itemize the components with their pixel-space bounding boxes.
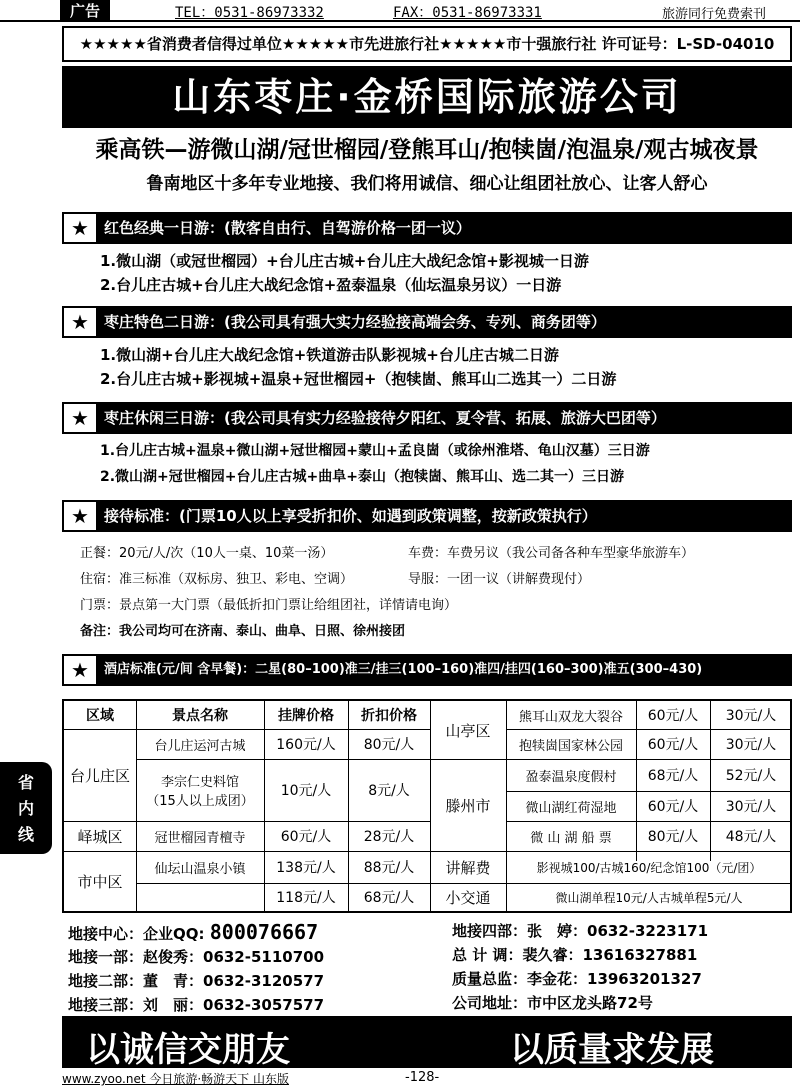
contact-dept-2: 地接二部：董 青：0632-3120577 [68, 972, 325, 990]
section-reception-standard [62, 500, 792, 532]
contact-dept-3: 地接三部：刘 丽：0632-3057577 [68, 996, 325, 1014]
spot-note: （15人以上成团） [146, 794, 254, 809]
credentials-bar: ★★★★★省消费者信得过单位★★★★★市先进旅行社★★★★★市十强旅行社 许可证号：L-SD-04010 [62, 26, 792, 62]
slogan-bar [62, 1016, 792, 1068]
list-price-cell: 138元/人 [276, 860, 336, 876]
transport-label: 小交通 [445, 888, 491, 907]
section-title: 接待标准：(门票10人以上享受折扣价、如遇到政策调整，按新政策执行） [104, 507, 597, 525]
list-price-cell: 60元/人 [647, 799, 699, 815]
page-number: -128- [405, 1070, 440, 1085]
list-price-cell: 60元/人 [280, 829, 332, 845]
slogan-left: 以诚信交朋友 [86, 1030, 290, 1070]
spot-cell: 仙坛山温泉小镇 [154, 861, 246, 877]
route-line: 1.微山湖+台儿庄大战纪念馆+铁道游击队影视城+台儿庄古城二日游 [100, 346, 559, 364]
list-price-cell: 80元/人 [647, 829, 699, 845]
headline: 乘高铁—游微山湖/冠世榴园/登熊耳山/抱犊崮/泡温泉/观古城夜景 [95, 137, 759, 163]
price-table [62, 699, 792, 913]
section-one-day [62, 212, 792, 244]
section-title: 酒店标准(元/间 含早餐)：二星(80–100)准三/挂三(100–160)准四/挂四(160–300)准五(300–430) [104, 662, 703, 677]
region-cell: 滕州市 [445, 796, 491, 815]
discount-price-cell: 52元/人 [725, 768, 777, 784]
section-title: 枣庄特色二日游：(我公司具有强大实力经验接高端会务、专列、商务团等） [104, 313, 606, 331]
list-price-cell: 60元/人 [647, 737, 699, 753]
route-line: 2.微山湖+冠世榴园+台儿庄古城+曲阜+泰山（抱犊崮、熊耳山、选二其一）三日游 [100, 469, 624, 485]
table-header: 区域 [86, 708, 114, 724]
discount-price-cell: 8元/人 [368, 783, 410, 799]
note: 备注：我公司均可在济南、泰山、曲阜、日照、徐州接团 [80, 624, 406, 639]
star-icon: ★ [62, 402, 98, 434]
table-header: 挂牌价格 [278, 708, 334, 724]
list-price-cell: 60元/人 [647, 708, 699, 724]
footer-site: www.zyoo.net 今日旅游·畅游天下 山东版 [62, 1072, 289, 1086]
region-cell: 山亭区 [445, 721, 491, 740]
guide-fee-label: 讲解费 [445, 858, 491, 877]
subline: 鲁南地区十多年专业地接、我们将用诚信、细心让组团社放心、让客人舒心 [146, 174, 708, 194]
side-tab-char: 线 [17, 825, 34, 844]
table-header: 折扣价格 [361, 708, 417, 724]
transport-value: 微山湖单程10元/人古城单程5元/人 [555, 890, 743, 905]
ad-tag: 广告 [60, 0, 110, 22]
meal-standard: 正餐：20元/人/次（10人一桌、10菜一汤） [80, 546, 334, 561]
section-three-day [62, 402, 792, 434]
qq-number: 800076667 [209, 920, 319, 944]
spot-cell: 台儿庄运河古城 [154, 738, 246, 754]
discount-price-cell: 30元/人 [725, 737, 777, 753]
route-line: 2.台儿庄古城+台儿庄大战纪念馆+盈泰温泉（仙坛温泉另议）一日游 [100, 276, 562, 294]
spot-cell: 微 山 湖 船 票 [530, 830, 612, 846]
star-icon: ★ [62, 654, 98, 686]
spot-name: 李宗仁史料馆 [160, 775, 239, 790]
contact-dept-1: 地接一部：赵俊秀：0632-5110700 [68, 948, 325, 966]
discount-price-cell: 68元/人 [363, 890, 415, 906]
spot-cell: 盈泰温泉度假村 [525, 769, 617, 785]
spot-cell: 微山湖红荷湿地 [525, 800, 617, 816]
spot-cell: 抱犊崮国家林公园 [518, 738, 623, 754]
company-title: 山东枣庄·金桥国际旅游公司 [62, 66, 792, 128]
discount-price-cell: 30元/人 [725, 799, 777, 815]
list-price-cell: 160元/人 [276, 737, 336, 753]
contact-center-label: 地接中心：企业QQ: [68, 925, 205, 943]
route-line: 1.台儿庄古城+温泉+微山湖+冠世榴园+蒙山+孟良崮（或徐州淮塔、龟山汉墓）三日游 [100, 443, 650, 459]
region-cell: 市中区 [77, 872, 123, 891]
section-hotel-standard [62, 654, 792, 686]
contact-dept-4: 地接四部：张 婷：0632-3223171 [452, 922, 709, 940]
guide-standard: 导服：一团一议（讲解费现付） [408, 572, 591, 587]
star-icon: ★ [62, 500, 98, 532]
slogan-right: 以质量求发展 [510, 1030, 714, 1070]
guide-fee-value: 影视城100/古城160/纪念馆100（元/团） [536, 860, 762, 875]
route-line: 2.台儿庄古城+影视城+温泉+冠世榴园+（抱犊崮、熊耳山二选其一）二日游 [100, 370, 617, 388]
side-tab-char: 内 [17, 799, 34, 818]
discount-price-cell: 88元/人 [363, 860, 415, 876]
car-standard: 车费：车费另议（我公司备各种车型豪华旅游车） [408, 546, 695, 561]
side-tab-province [0, 762, 52, 854]
tel-number: TEL：0531-86973332 [175, 5, 324, 21]
route-line: 1.微山湖（或冠世榴园）+台儿庄古城+台儿庄大战纪念馆+影视城一日游 [100, 252, 589, 270]
section-title: 枣庄休闲三日游：(我公司具有实力经验接待夕阳红、夏令营、拓展、旅游大巴团等） [104, 409, 666, 427]
table-header: 景点名称 [172, 708, 228, 724]
star-icon: ★ [62, 212, 98, 244]
fax-number: FAX：0531-86973331 [393, 5, 542, 21]
side-tab-char: 省 [17, 773, 34, 792]
list-price-cell: 68元/人 [647, 768, 699, 784]
spot-cell: 冠世榴园青檀寺 [154, 830, 246, 846]
list-price-cell: 10元/人 [280, 783, 332, 799]
region-cell: 台儿庄区 [69, 766, 130, 785]
section-two-day [62, 306, 792, 338]
discount-price-cell: 80元/人 [363, 737, 415, 753]
contact-gm: 总 计 调：裴久睿：13616327881 [452, 946, 698, 964]
list-price-cell: 118元/人 [276, 890, 336, 906]
ticket-standard: 门票：景点第一大门票（最低折扣门票让给组团社，详情请电询） [80, 598, 458, 613]
region-cell: 峄城区 [77, 827, 123, 846]
discount-price-cell: 48元/人 [725, 829, 777, 845]
spot-cell [136, 759, 264, 821]
contact-center [68, 920, 318, 944]
discount-price-cell: 30元/人 [725, 708, 777, 724]
star-icon: ★ [62, 306, 98, 338]
contact-qa: 质量总监：李金花：13963201327 [452, 970, 702, 988]
section-title: 红色经典一日游：(散客自由行、自驾游价格一团一议） [104, 219, 471, 237]
company-address: 公司地址：市中区龙头路72号 [452, 994, 653, 1012]
discount-price-cell: 28元/人 [363, 829, 415, 845]
spot-cell: 熊耳山双龙大裂谷 [518, 709, 623, 725]
stay-standard: 住宿：准三标准（双标房、独卫、彩电、空调） [80, 572, 354, 587]
free-index-label: 旅游同行免费索刊 [662, 7, 767, 22]
